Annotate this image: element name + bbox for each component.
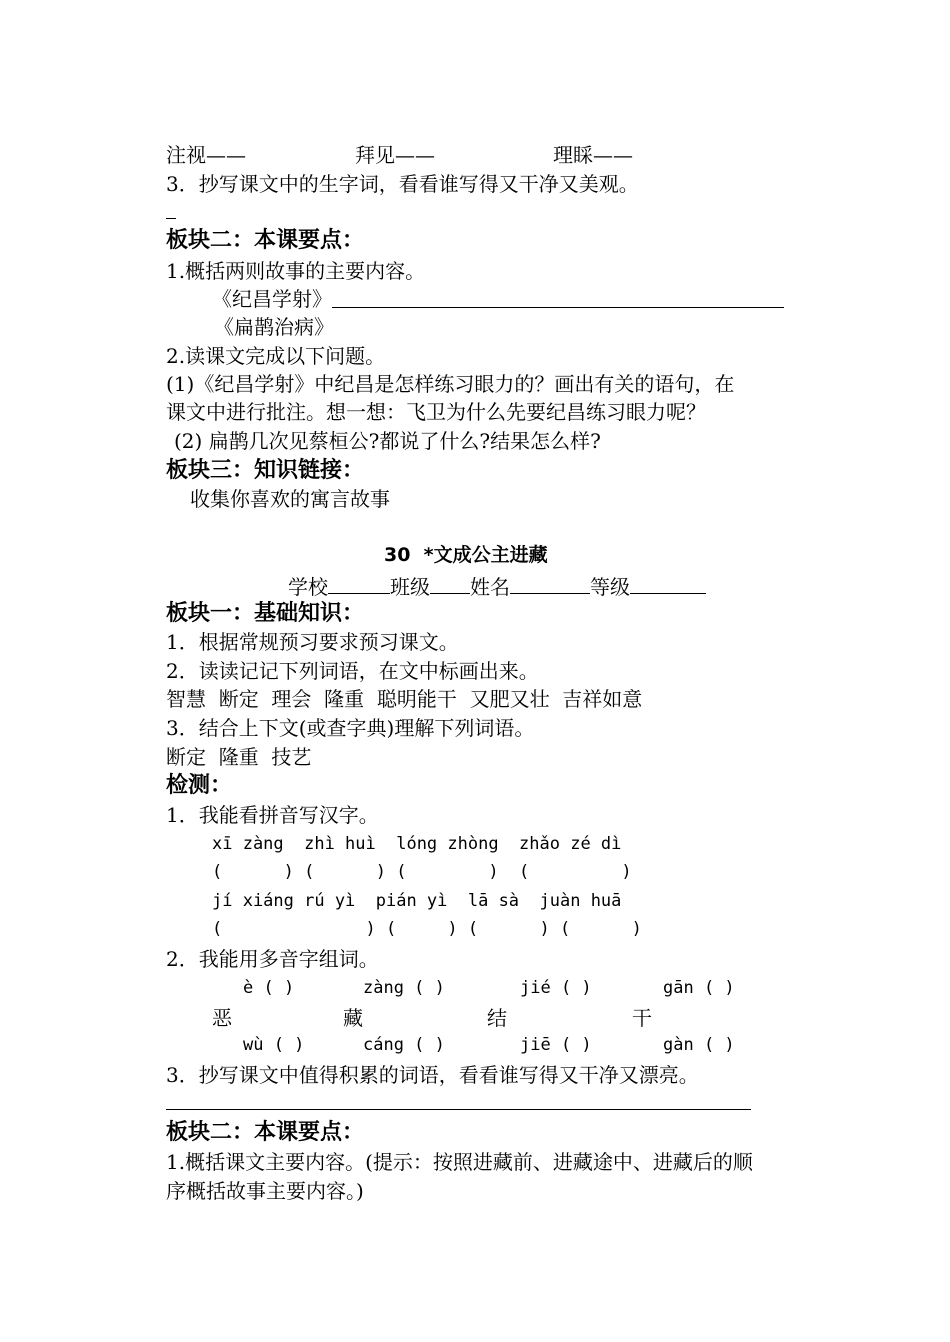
summary-question-cont: 序概括故事主要内容。) bbox=[166, 1179, 364, 1203]
test-question-1: 1．我能看拼音写汉字。 bbox=[166, 803, 379, 827]
section-heading: 板块二：本课要点： bbox=[166, 228, 365, 253]
class-blank bbox=[430, 575, 470, 594]
pinyin-row: xī zàng zhì huì lóng zhòng zhǎo zé dì bbox=[212, 834, 622, 854]
question-1: 1.概括两则故事的主要内容。 bbox=[166, 259, 426, 283]
polyphone-reading: gàn ( ) bbox=[663, 1035, 735, 1055]
polyphone-reading: jiē ( ) bbox=[520, 1035, 592, 1055]
polyphone-reading: wù ( ) bbox=[243, 1035, 305, 1055]
test-question-2: 2．我能用多音字组词。 bbox=[166, 947, 379, 971]
lesson-title: 30 *文成公主进藏 bbox=[384, 544, 548, 566]
student-info-row bbox=[288, 575, 706, 597]
basic-item: 3．结合上下文(或查字典)理解下列词语。 bbox=[166, 716, 535, 740]
basic-item: 1．根据常规预习要求预习课文。 bbox=[166, 630, 459, 654]
name-blank bbox=[510, 575, 590, 594]
knowledge-link-text: 收集你喜欢的寓言故事 bbox=[190, 487, 390, 511]
section-heading: 板块二：本课要点： bbox=[166, 1120, 365, 1145]
definition-item: 注视—— bbox=[166, 143, 246, 167]
name-label: 姓名 bbox=[470, 575, 510, 599]
test-question-3: 3．抄写课文中值得积累的词语，看看谁写得又干净又漂亮。 bbox=[166, 1063, 699, 1087]
story-title: 《纪昌学射》 bbox=[212, 287, 332, 311]
polyphone-reading: zàng ( ) bbox=[363, 978, 445, 998]
word-list: 智慧 断定 理会 隆重 聪明能干 又肥又壮 吉祥如意 bbox=[166, 687, 643, 711]
polyphone-reading: cáng ( ) bbox=[363, 1035, 445, 1055]
polyphone-reading: è ( ) bbox=[243, 978, 295, 998]
question-2-1: (1)《纪昌学射》中纪昌是怎样练习眼力的？画出有关的语句，在 bbox=[166, 372, 735, 396]
question-2-1-cont: 课文中进行批注。想一想：飞卫为什么先要纪昌练习眼力呢？ bbox=[166, 400, 706, 424]
polyphone-reading: gān ( ) bbox=[663, 978, 735, 998]
section-heading: 板块一：基础知识： bbox=[166, 601, 365, 626]
polyphone-char: 恶 bbox=[212, 1006, 232, 1030]
story-title: 《扁鹊治病》 bbox=[214, 315, 334, 339]
grade-label: 等级 bbox=[590, 575, 630, 599]
school-label: 学校 bbox=[288, 575, 328, 599]
question-2: 2.读课文完成以下问题。 bbox=[166, 344, 386, 368]
word-list: 断定 隆重 技艺 bbox=[166, 745, 312, 769]
definition-item: 理睬—— bbox=[553, 143, 633, 167]
basic-item: 2．读读记记下列词语，在文中标画出来。 bbox=[166, 659, 539, 683]
answer-line bbox=[332, 307, 784, 308]
question-2-2: (2) 扁鹊几次见蔡桓公?都说了什么?结果怎么样? bbox=[174, 429, 601, 453]
answer-parens: ( ) ( ) ( ) ( ) bbox=[212, 862, 632, 882]
copy-task: 3．抄写课文中的生字词，看看谁写得又干净又美观。 bbox=[166, 172, 639, 196]
polyphone-char: 结 bbox=[487, 1006, 507, 1030]
answer-line bbox=[166, 1109, 751, 1110]
test-heading: 检测： bbox=[166, 773, 233, 798]
blank-line bbox=[166, 218, 176, 219]
polyphone-reading: jié ( ) bbox=[520, 978, 592, 998]
pinyin-row: jí xiáng rú yì pián yì lā sà juàn huā bbox=[212, 891, 622, 911]
polyphone-char: 藏 bbox=[343, 1006, 363, 1030]
class-label: 班级 bbox=[390, 575, 430, 599]
grade-blank bbox=[630, 575, 706, 594]
definition-item: 拜见—— bbox=[355, 143, 435, 167]
section-heading: 板块三：知识链接： bbox=[166, 458, 365, 483]
polyphone-char: 干 bbox=[632, 1006, 652, 1030]
summary-question: 1.概括课文主要内容。(提示：按照进藏前、进藏途中、进藏后的顺 bbox=[166, 1150, 753, 1174]
school-blank bbox=[328, 575, 390, 594]
answer-parens: ( ) ( ) ( ) ( ) bbox=[212, 919, 642, 939]
